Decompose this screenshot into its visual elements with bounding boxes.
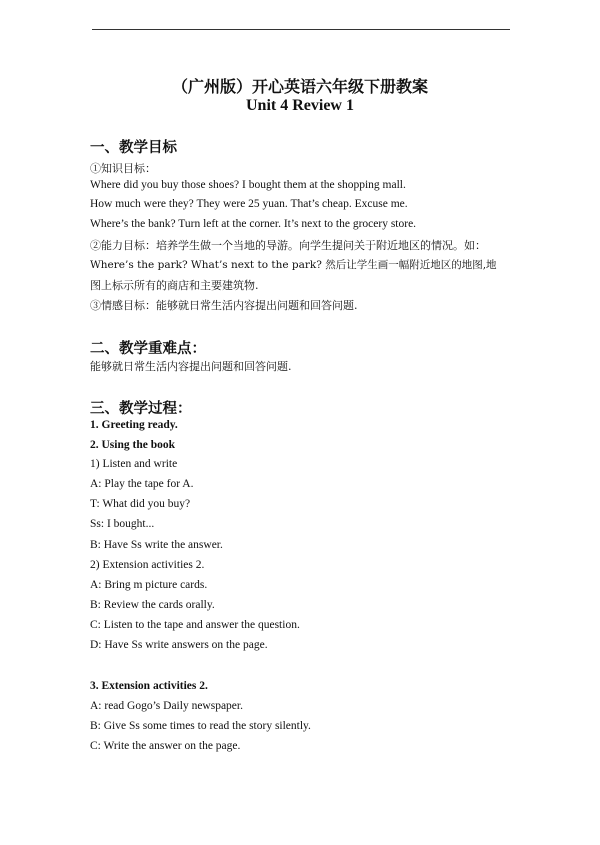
text-line: 1) Listen and write [90, 458, 178, 470]
text-line: D: Have Ss write answers on the page. [90, 639, 268, 651]
document-subtitle: Unit 4 Review 1 [246, 97, 354, 114]
text-line: ③情感目标：能够就日常生活内容提出问题和回答问题. [90, 299, 358, 312]
section-heading-objectives: 一、教学目标 [90, 139, 177, 156]
text-line: 图上标示所有的商店和主要建筑物. [90, 279, 259, 292]
text-line: ②能力目标：培养学生做一个当地的导游。向学生提问关于附近地区的情况。如： [90, 239, 486, 252]
text-line: B: Have Ss write the answer. [90, 539, 223, 551]
section-heading-key-points: 二、教学重难点： [90, 340, 206, 357]
text-line: ①知识目标： [90, 162, 156, 175]
text-line: Where’s the bank? Turn left at the corner. It’s next to the grocery store. [90, 218, 417, 230]
text-line: A: Bring m picture cards. [90, 579, 208, 591]
text-line: Where’s the park? What’s next to the park? 然后让学生画一幅附近地区的地图,地 [90, 259, 497, 271]
text-line: How much were they? They were 25 yuan. That’s cheap. Excuse me. [90, 198, 408, 210]
step-heading: 2. Using the book [90, 439, 175, 451]
text-line: A: read Gogo’s Daily newspaper. [90, 700, 243, 712]
text-line: 2) Extension activities 2. [90, 559, 205, 571]
step-heading: 3. Extension activities 2. [90, 680, 208, 692]
step-heading: 1. Greeting ready. [90, 419, 178, 431]
text-line: T: What did you buy? [90, 498, 191, 510]
text-line: Ss: I bought... [90, 518, 155, 530]
text-line: B: Review the cards orally. [90, 599, 215, 611]
section-heading-process: 三、教学过程： [90, 400, 192, 417]
text-line: A: Play the tape for A. [90, 478, 194, 490]
text-line: 能够就日常生活内容提出问题和回答问题. [90, 360, 292, 373]
document-title: （广州版）开心英语六年级下册教案 [171, 77, 428, 96]
text-line: C: Write the answer on the page. [90, 740, 241, 752]
header-rule [92, 29, 510, 30]
text-line: Where did you buy those shoes? I bought them at the shopping mall. [90, 179, 406, 191]
text-line: B: Give Ss some times to read the story silently. [90, 720, 311, 732]
text-line: C: Listen to the tape and answer the question. [90, 619, 300, 631]
